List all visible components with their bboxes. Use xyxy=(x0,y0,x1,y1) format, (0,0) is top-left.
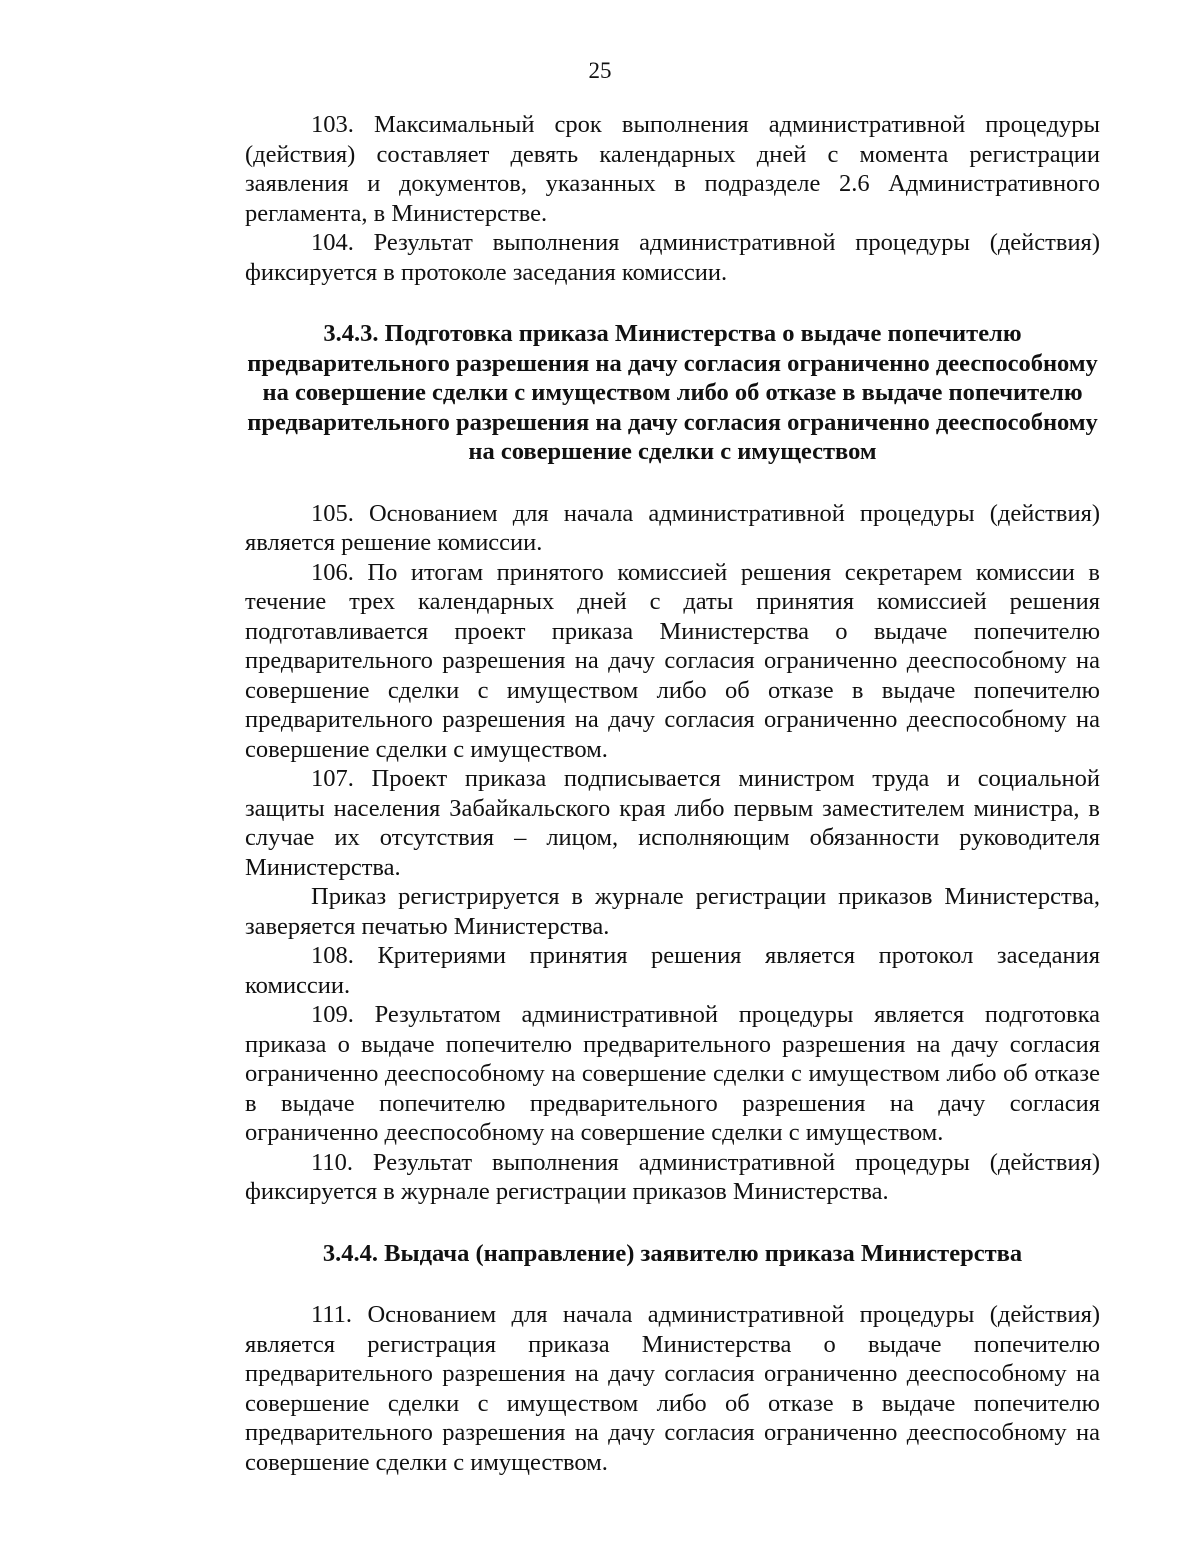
section-heading-3-4-3: 3.4.3. Подготовка приказа Министерства о выдаче попечителю предварительного разрешения на дачу согласия ограниченно дееспособному на совершение сделки с имуществом либо об отказе в выдаче попечителю предварительного разрешения на дачу согласия ограниченно дееспособному на совершение сделки с имуществом xyxy=(247,320,1098,465)
paragraph-110: 110. Результат выполнения административной процедуры (действия) фиксируется в журнале регистрации приказов Министерства. xyxy=(245,1148,1100,1205)
paragraph-103: 103. Максимальный срок выполнения административной процедуры (действия) составляет девять календарных дней с момента регистрации заявления и документов, указанных в подразделе 2.6 Административного регламента, в Министерстве. xyxy=(245,111,1100,227)
section-heading-3-4-4: 3.4.4. Выдача (направление) заявителю приказа Министерства xyxy=(322,1239,1023,1267)
paragraph-105: 105. Основанием для начала административной процедуры (действия) является решение комиссии. xyxy=(245,499,1100,556)
paragraph-107-registration: Приказ регистрируется в журнале регистрации приказов Министерства, заверяется печатью Министерства. xyxy=(245,883,1100,940)
paragraph-111: 111. Основанием для начала административной процедуры (действия) является регистрация приказа Министерства о выдаче попечителю предварительного разрешения на дачу согласия ограниченно дееспособному на совершение сделки с имуществом либо об отказе в выдаче попечителю предварительного разрешения на дачу согласия ограниченно дееспособному на совершение сделки с имуществом. xyxy=(245,1301,1100,1476)
document-body xyxy=(245,110,1100,1477)
paragraph-109: 109. Результатом административной процедуры является подготовка приказа о выдаче попечителю предварительного разрешения на дачу согласия ограниченно дееспособному на совершение сделки с имуществом либо об отказе в выдаче попечителю предварительного разрешения на дачу согласия ограниченно дееспособному на совершение сделки с имуществом. xyxy=(245,1001,1100,1146)
paragraph-106: 106. По итогам принятого комиссией решения секретарем комиссии в течение трех календарных дней с даты принятия комиссией решения подготавливается проект приказа Министерства о выдаче попечителю предварительного разрешения на дачу согласия ограниченно дееспособному на совершение сделки с имуществом либо об отказе в выдаче попечителю предварительного разрешения на дачу согласия ограниченно дееспособному на совершение сделки с имуществом. xyxy=(245,558,1100,763)
page-number: 25 xyxy=(588,58,612,83)
paragraph-108: 108. Критериями принятия решения является протокол заседания комиссии. xyxy=(245,942,1100,999)
paragraph-104: 104. Результат выполнения административной процедуры (действия) фиксируется в протоколе заседания комиссии. xyxy=(245,229,1100,286)
paragraph-107: 107. Проект приказа подписывается министром труда и социальной защиты населения Забайкальского края либо первым заместителем министра, в случае их отсутствия – лицом, исполняющим обязанности руководителя Министерства. xyxy=(245,765,1100,881)
